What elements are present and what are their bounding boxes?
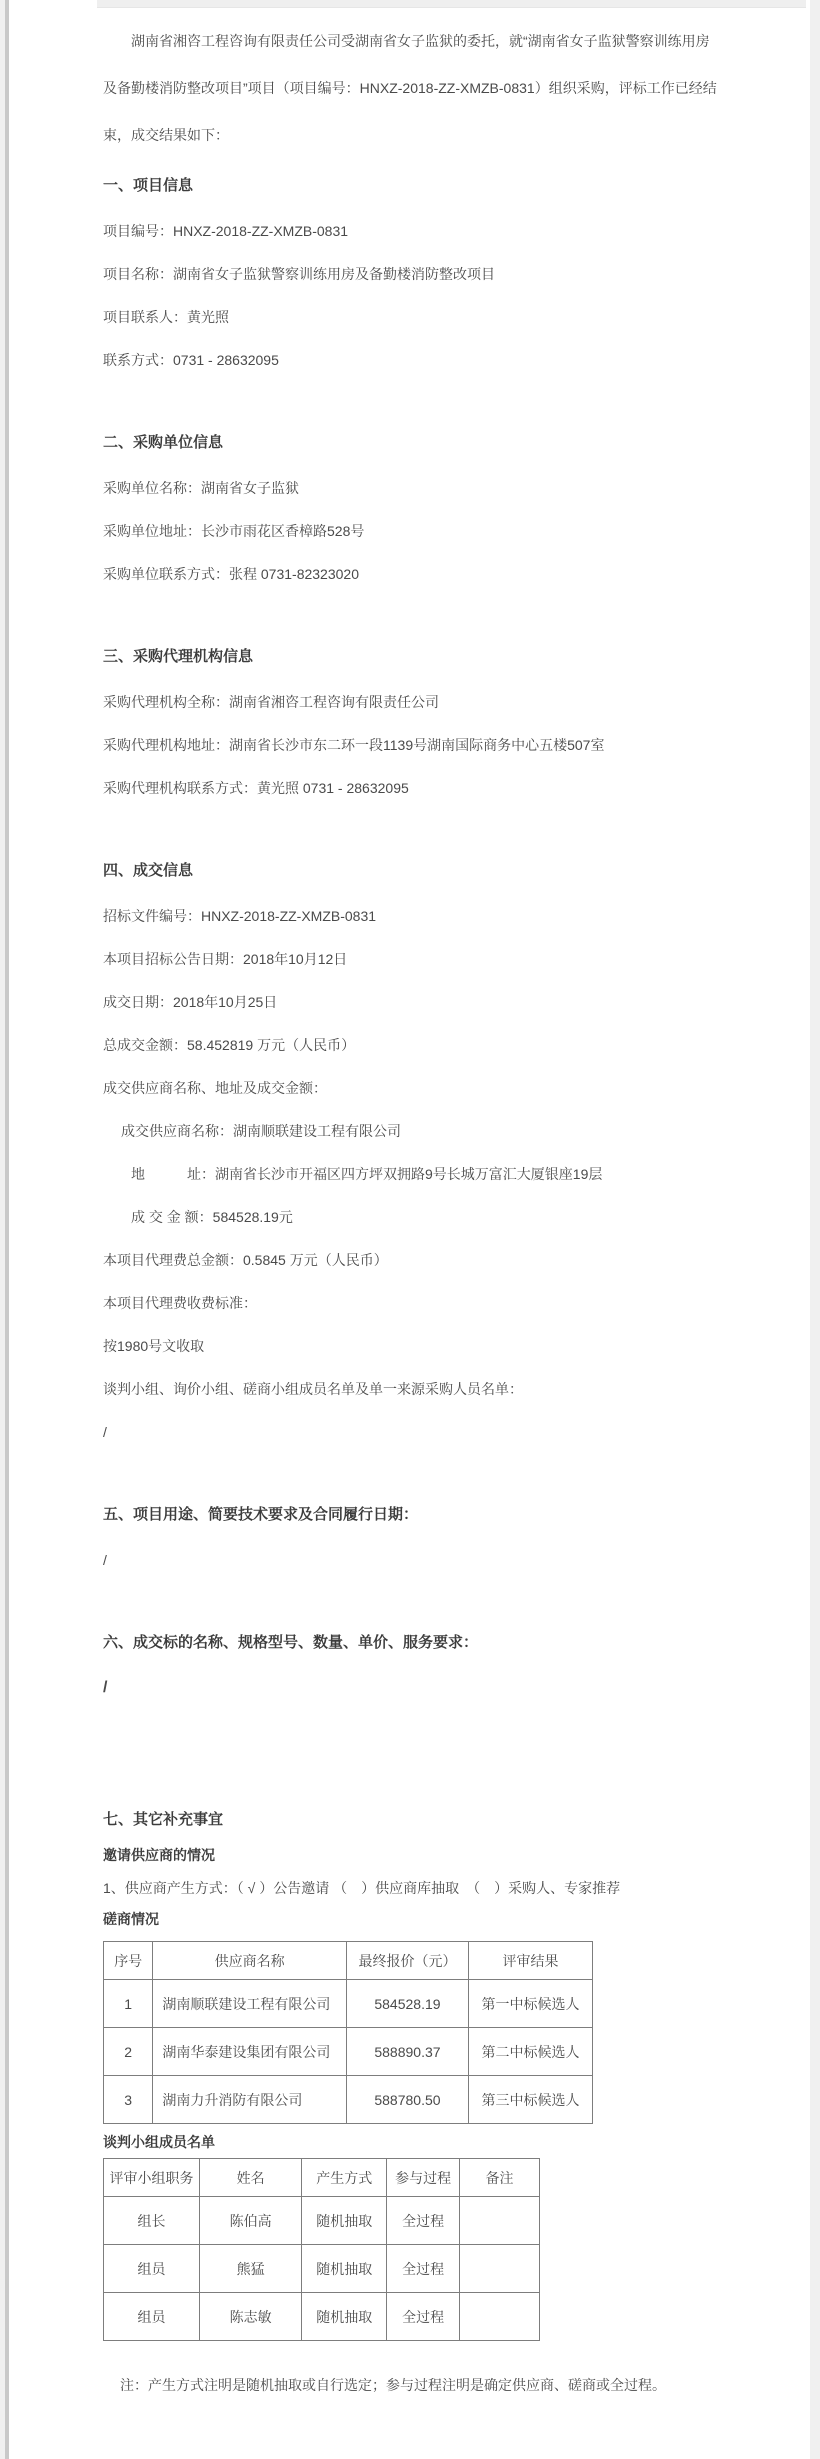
field-line: 谈判小组、询价小组、磋商小组成员名单及单一来源采购人员名单： xyxy=(103,1381,523,1397)
table-cell: 第一中标候选人 xyxy=(468,1980,592,2028)
table-cell xyxy=(460,2245,540,2293)
column-header: 备注 xyxy=(460,2159,540,2197)
table-cell: 随机抽取 xyxy=(302,2293,387,2341)
header-row xyxy=(104,2159,540,2197)
field-line: 成 交 金 额：584528.19元 xyxy=(131,1209,293,1225)
field-line: 采购单位联系方式：张程 0731-82323020 xyxy=(103,566,359,582)
field-line: 本项目招标公告日期：2018年10月12日 xyxy=(103,951,348,967)
section-heading: 一、项目信息 xyxy=(103,177,194,194)
table-cell: 3 xyxy=(104,2076,153,2124)
field-line: 采购代理机构联系方式：黄光照 0731 - 28632095 xyxy=(103,780,409,796)
column-header: 产生方式 xyxy=(302,2159,387,2197)
section-heading: 四、成交信息 xyxy=(103,862,194,879)
supplier-selection-line: 1、供应商产生方式：（ √ ）公告邀请 （ ）供应商库抽取 （ ）采购人、专家推荐 xyxy=(103,1880,621,1896)
field-line: 成交供应商名称：湖南顺联建设工程有限公司 xyxy=(121,1123,401,1139)
sub-heading: 谈判小组成员名单 xyxy=(103,2134,215,2150)
document-body xyxy=(9,18,810,2393)
field-line: 本项目代理费收费标准： xyxy=(103,1295,257,1311)
field-line: 采购单位地址：长沙市雨花区香樟路528号 xyxy=(103,523,365,539)
field-line: 招标文件编号：HNXZ-2018-ZZ-XMZB-0831 xyxy=(103,908,377,924)
table-cell: 熊猛 xyxy=(200,2245,302,2293)
column-header: 姓名 xyxy=(200,2159,302,2197)
table-cell: 随机抽取 xyxy=(302,2197,387,2245)
section-heading: 五、项目用途、简要技术要求及合同履行日期： xyxy=(103,1506,419,1523)
table-cell: 第二中标候选人 xyxy=(468,2028,592,2076)
field-line: 成交供应商名称、地址及成交金额： xyxy=(103,1080,327,1096)
table-cell: 全过程 xyxy=(387,2245,460,2293)
section-heading: 六、成交标的名称、规格型号、数量、单价、服务要求： xyxy=(103,1634,479,1651)
table-cell: 组员 xyxy=(104,2293,200,2341)
table-cell xyxy=(460,2197,540,2245)
column-header: 最终报价（元） xyxy=(346,1942,468,1980)
column-header: 序号 xyxy=(104,1942,153,1980)
table-cell: 陈伯高 xyxy=(200,2197,302,2245)
column-header: 评审结果 xyxy=(468,1942,592,1980)
section-heading: 二、采购单位信息 xyxy=(103,434,224,451)
table-cell: 584528.19 xyxy=(346,1980,468,2028)
table-cell: 全过程 xyxy=(387,2293,460,2341)
field-line: / xyxy=(103,1424,107,1440)
field-line: 采购代理机构全称：湖南省湘咨工程咨询有限责任公司 xyxy=(103,694,439,710)
table-row xyxy=(104,2197,540,2245)
table-cell xyxy=(460,2293,540,2341)
table-row xyxy=(104,1980,593,2028)
field-line: 联系方式：0731 - 28632095 xyxy=(103,352,279,368)
field-line: 项目联系人：黄光照 xyxy=(103,309,229,325)
table-cell: 全过程 xyxy=(387,2197,460,2245)
column-header: 参与过程 xyxy=(387,2159,460,2197)
note-line: 注：产生方式注明是随机抽取或自行选定；参与过程注明是确定供应商、磋商或全过程。 xyxy=(120,2377,666,2393)
field-line: 地 址：湖南省长沙市开福区四方坪双拥路9号长城万富汇大厦银座19层 xyxy=(131,1166,603,1182)
panel-table xyxy=(103,2158,540,2341)
table-cell: 湖南华泰建设集团有限公司 xyxy=(153,2028,347,2076)
document-page xyxy=(9,0,810,2459)
consultation-table xyxy=(103,1941,593,2124)
table-cell: 组长 xyxy=(104,2197,200,2245)
table-cell: 2 xyxy=(104,2028,153,2076)
sub-heading: 邀请供应商的情况 xyxy=(103,1847,215,1863)
field-line: 项目编号：HNXZ-2018-ZZ-XMZB-0831 xyxy=(103,223,349,239)
column-header: 供应商名称 xyxy=(153,1942,347,1980)
placeholder-slash: / xyxy=(103,1679,108,1696)
sub-heading: 磋商情况 xyxy=(103,1911,159,1927)
section-heading: 七、其它补充事宜 xyxy=(103,1811,224,1828)
intro-paragraph: 湖南省湘咨工程咨询有限责任公司受湖南省女子监狱的委托，就“湖南省女子监狱警察训练用房及备勤楼消防整改项目”项目（项目编号：HNXZ-2018-ZZ-XMZB-0831）组织采购，评标工作已经结束，成交结果如下： xyxy=(103,33,717,143)
field-line: 本项目代理费总金额：0.5845 万元（人民币） xyxy=(103,1252,388,1268)
table-cell: 湖南力升消防有限公司 xyxy=(153,2076,347,2124)
field-line: 项目名称：湖南省女子监狱警察训练用房及备勤楼消防整改项目 xyxy=(103,266,495,282)
header-divider-bar xyxy=(97,0,806,8)
table-cell: 第三中标候选人 xyxy=(468,2076,592,2124)
table-cell: 组员 xyxy=(104,2245,200,2293)
table-row xyxy=(104,2245,540,2293)
column-header: 评审小组职务 xyxy=(104,2159,200,2197)
header-row xyxy=(104,1942,593,1980)
field-line: 采购代理机构地址：湖南省长沙市东二环一段1139号湖南国际商务中心五楼507室 xyxy=(103,737,605,753)
table-row xyxy=(104,2028,593,2076)
table-cell: 588890.37 xyxy=(346,2028,468,2076)
section-heading: 三、采购代理机构信息 xyxy=(103,648,254,665)
table-row xyxy=(104,2076,593,2124)
field-line: 成交日期：2018年10月25日 xyxy=(103,994,278,1010)
field-line: / xyxy=(103,1552,107,1568)
table-cell: 1 xyxy=(104,1980,153,2028)
field-line: 采购单位名称：湖南省女子监狱 xyxy=(103,480,299,496)
table-cell: 湖南顺联建设工程有限公司 xyxy=(153,1980,347,2028)
table-cell: 随机抽取 xyxy=(302,2245,387,2293)
table-cell: 陈志敏 xyxy=(200,2293,302,2341)
table-row xyxy=(104,2293,540,2341)
table-cell: 588780.50 xyxy=(346,2076,468,2124)
field-line: 按1980号文收取 xyxy=(103,1338,205,1354)
field-line: 总成交金额：58.452819 万元（人民币） xyxy=(103,1037,356,1053)
